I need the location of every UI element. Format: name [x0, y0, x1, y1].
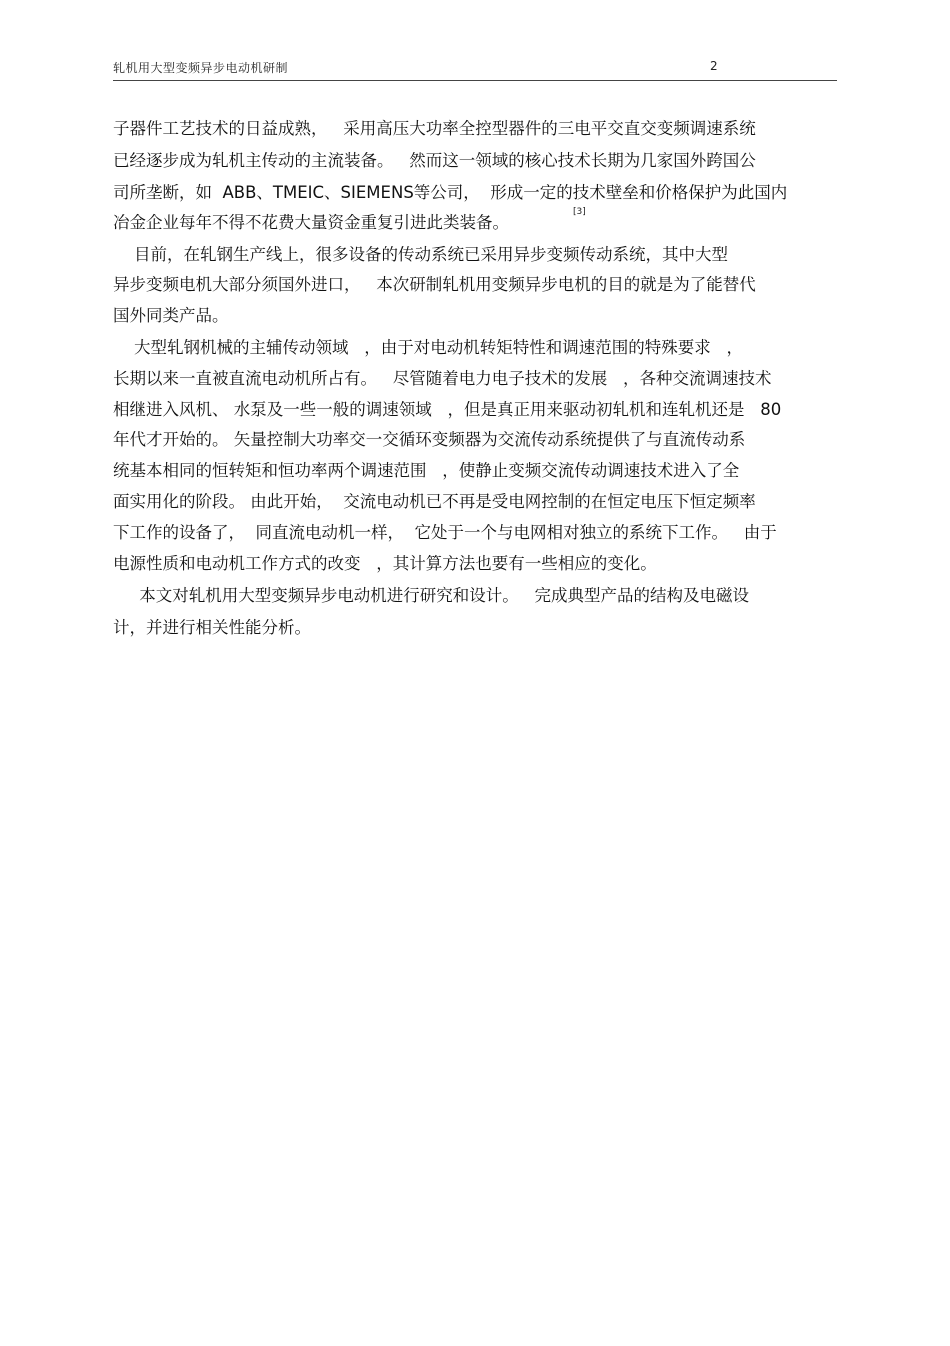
- text-line: 司所垄断，如 ABB、TMEIC、SIEMENS等公司， 形成一定的技术壁垒和价格保护为此国内: [113, 183, 788, 202]
- text-line: 相继进入风机、 水泵及一些一般的调速领域 ，但是真正用来驱动初轧机和连轧机还是 80: [113, 400, 782, 419]
- text-line: 年代才开始的。 矢量控制大功率交一交循环变频器为交流传动系统提供了与直流传动系: [113, 430, 746, 449]
- text-line: 电源性质和电动机工作方式的改变 ，其计算方法也要有一些相应的变化。: [113, 554, 657, 573]
- page-header: [113, 58, 837, 81]
- text-line: 统基本相同的恒转矩和恒功率两个调速范围 ，使静止变频交流传动调速技术进入了全: [113, 461, 740, 480]
- header-title: 轧机用大型变频异步电动机研制: [113, 61, 289, 75]
- text-line: 面实用化的阶段。 由此开始， 交流电动机已不再是受电网控制的在恒定电压下恒定频率: [113, 492, 756, 511]
- text-line: 已经逐步成为轧机主传动的主流装备。 然而这一领域的核心技术长期为几家国外跨国公: [113, 151, 756, 170]
- citation-marker: [3]: [573, 207, 586, 217]
- text-line: 目前，在轧钢生产线上，很多设备的传动系统已采用异步变频传动系统，其中大型: [113, 245, 728, 264]
- text-line: 下工作的设备了， 同直流电动机一样， 它处于一个与电网相对独立的系统下工作。 由于: [113, 523, 777, 542]
- text-line: 计，并进行相关性能分析。: [113, 618, 311, 637]
- page-number: 2: [710, 59, 718, 73]
- text-line: 异步变频电机大部分须国外进口， 本次研制轧机用变频异步电机的目的就是为了能替代: [113, 275, 756, 294]
- text-line: 国外同类产品。: [113, 306, 229, 325]
- text-line: 长期以来一直被直流电动机所占有。 尽管随着电力电子技术的发展 ，各种交流调速技术: [113, 369, 772, 388]
- text-line: 本文对轧机用大型变频异步电动机进行研究和设计。 完成典型产品的结构及电磁设: [113, 586, 749, 605]
- text-line: 大型轧钢机械的主辅传动领域 ，由于对电动机转矩特性和调速范围的特殊要求 ，: [113, 338, 743, 357]
- text-line: 子器件工艺技术的日益成熟， 采用高压大功率全控型器件的三电平交直交变频调速系统: [113, 119, 756, 138]
- text-line: 冶金企业每年不得不花费大量资金重复引进此类装备。: [113, 213, 509, 232]
